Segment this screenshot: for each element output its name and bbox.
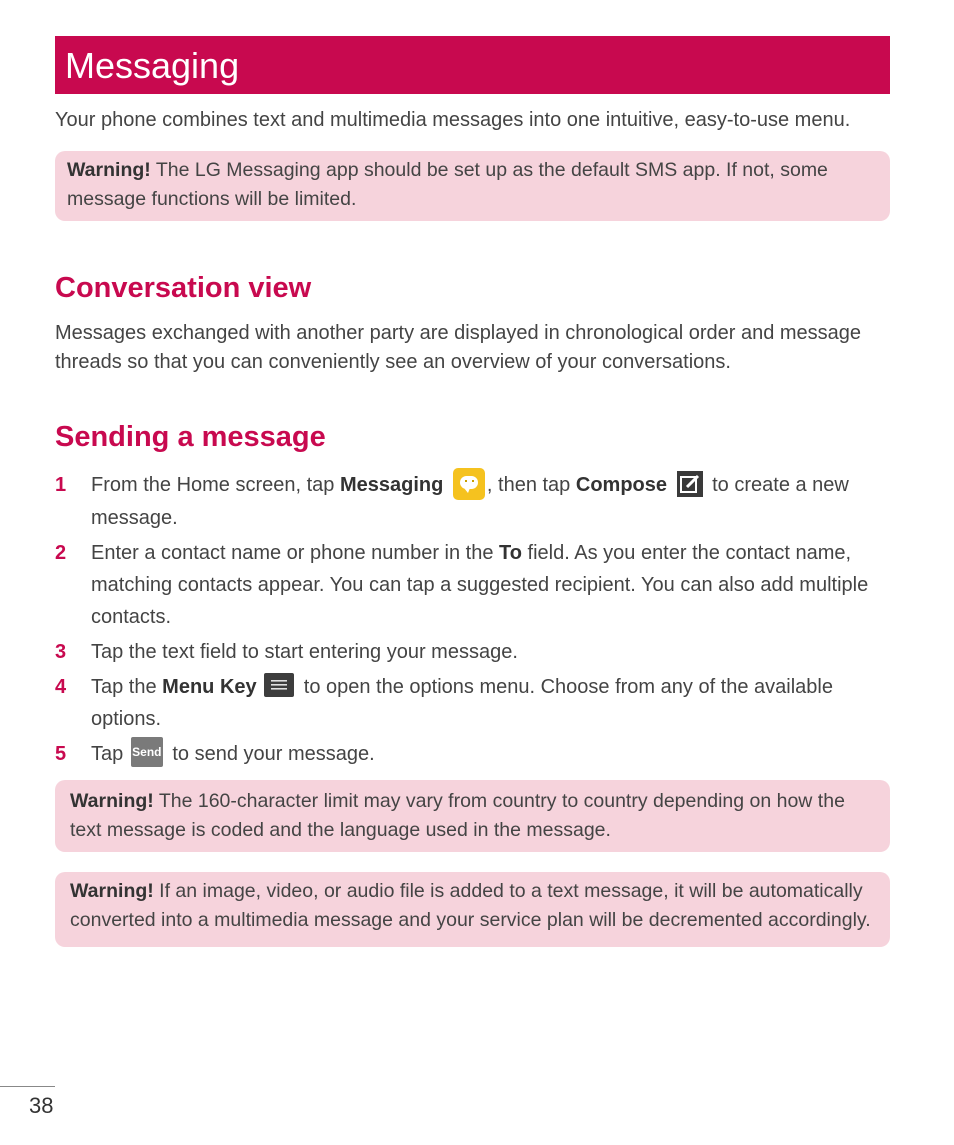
keyword-to: To [499, 541, 522, 564]
warning-text: The LG Messaging app should be set up as the default SMS app. If not, some message functions will be limited. [67, 159, 828, 210]
step-text: Tap the [91, 675, 163, 698]
step-text: Enter a contact name or phone number in the [91, 541, 500, 564]
keyword-menu-key: Menu Key [162, 675, 257, 698]
menu-key-icon [264, 673, 294, 697]
section-heading-sending: Sending a message [55, 421, 326, 453]
messaging-app-icon [453, 468, 485, 500]
footer-divider [0, 1086, 55, 1087]
warning-label: Warning! [67, 159, 151, 181]
step-text: , then tap [486, 474, 576, 496]
step-item [55, 636, 890, 668]
warning-label: Warning! [70, 789, 154, 812]
conversation-paragraph: Messages exchanged with another party are displayed in chronological order and message threads so that you can conveniently see an overview of your conversations. [55, 322, 862, 373]
step-text: to send your message. [166, 742, 375, 765]
step-text: to open the options menu. Choose from any of the available options. [91, 675, 833, 730]
warning-box [55, 151, 890, 221]
page-number: 38 [29, 1093, 54, 1118]
step-text: From the Home screen, tap [91, 474, 340, 496]
step-item [55, 738, 890, 770]
step-number: 1 [55, 474, 67, 496]
step-number: 3 [55, 640, 67, 663]
step-text: field. As you enter the contact name, matching contacts appear. You can tap a suggested recipient. You can also add multiple contacts. [91, 541, 869, 628]
intro-paragraph: Your phone combines text and multimedia messages into one intuitive, easy-to-use menu. [55, 109, 851, 131]
warning-box [55, 780, 890, 852]
steps-list [55, 469, 890, 770]
step-number: 4 [55, 675, 67, 698]
step-text: Tap [91, 742, 129, 765]
keyword-messaging: Messaging [339, 474, 444, 496]
step-number: 5 [55, 742, 67, 765]
step-text: to create a new message. [91, 474, 849, 529]
manual-page [55, 36, 890, 947]
keyword-compose: Compose [575, 474, 667, 496]
step-text: Tap the text field to start entering your message. [91, 640, 518, 663]
step-item [55, 537, 890, 633]
compose-icon [677, 471, 703, 497]
step-item [55, 469, 890, 534]
page-title: Messaging [65, 45, 240, 86]
warning-label: Warning! [70, 879, 154, 902]
step-number: 2 [55, 541, 67, 564]
warning-text: The 160-character limit may vary from country to country depending on how the text message is coded and the language used in the message. [70, 789, 845, 841]
send-button-icon: Send [131, 737, 163, 767]
page-title-bar [55, 36, 890, 94]
warning-text: If an image, video, or audio file is added to a text message, it will be automatically converted into a multimedia message and your service plan will be decremented accordingly. [70, 879, 871, 931]
warning-box [55, 872, 890, 947]
step-item [55, 671, 890, 735]
section-heading-conversation: Conversation view [55, 272, 312, 304]
